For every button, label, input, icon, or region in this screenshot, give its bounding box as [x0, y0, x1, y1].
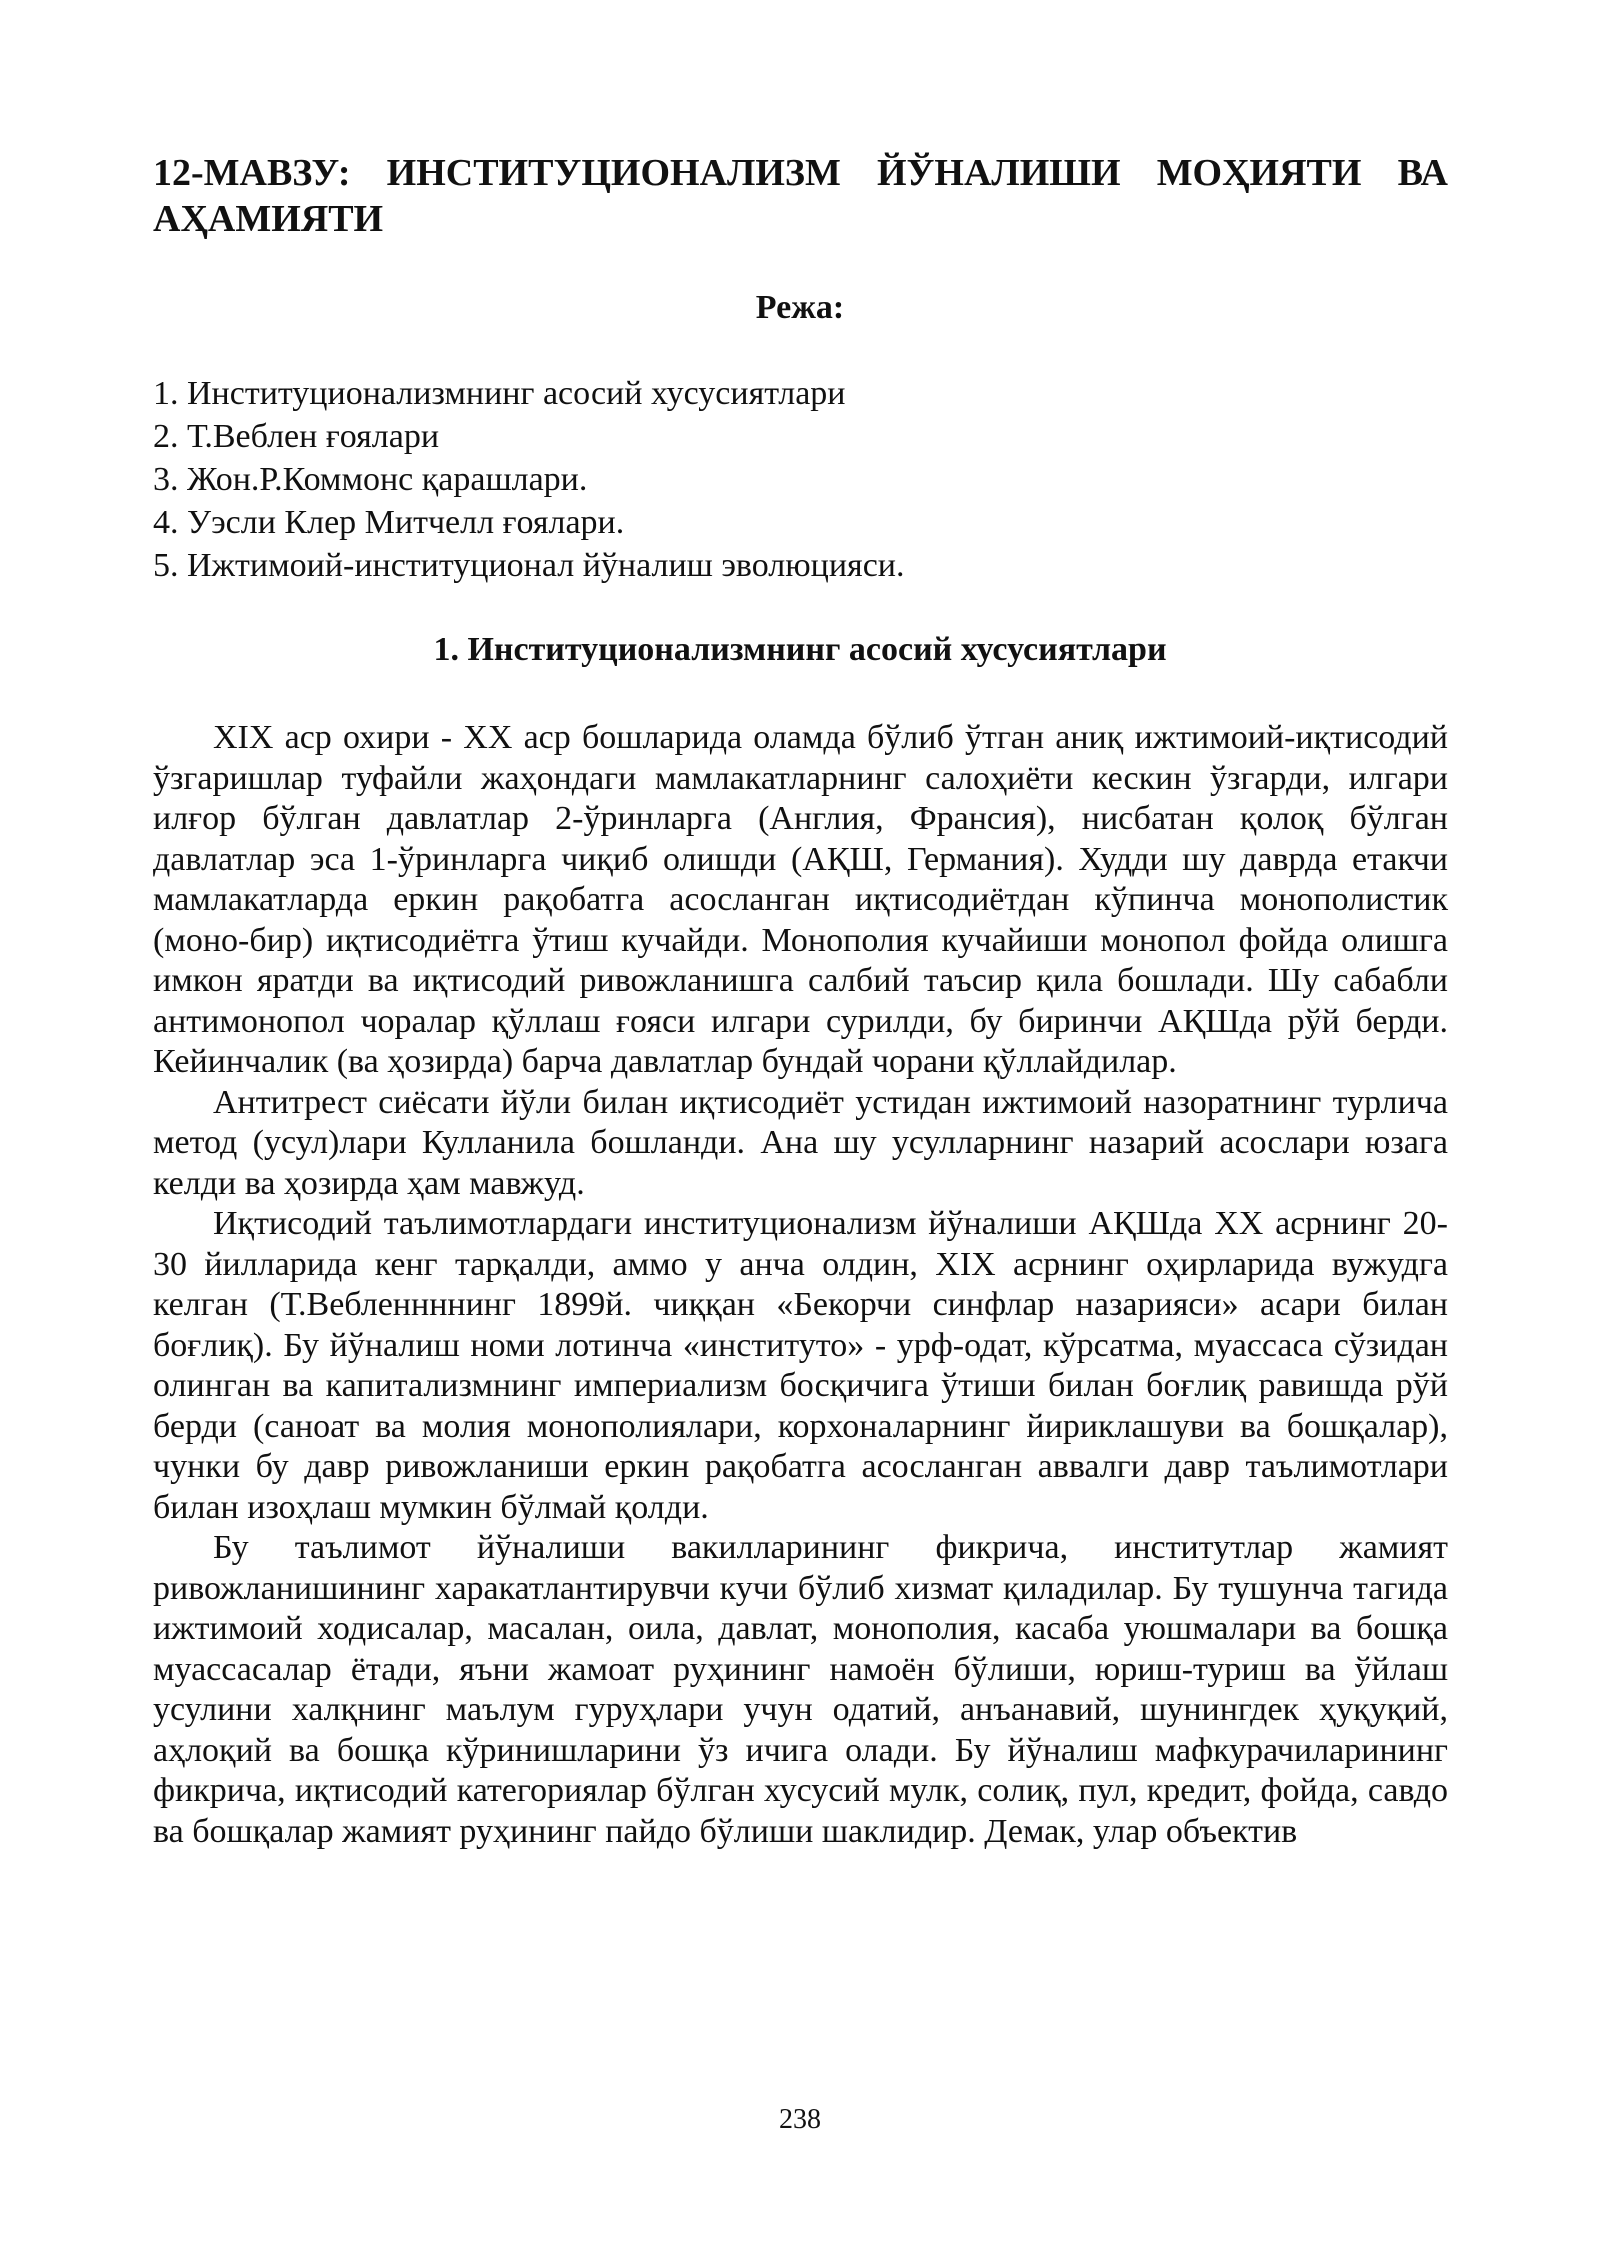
body-paragraph: Антитрест сиёсати йўли билан иқтисодиёт устидан ижтимоий назоратнинг турлича метод (усул)лари Кулланила бошланди. Ана шу усулларнинг назарий асослари юзага келди ва ҳозирда ҳам мавжуд.: [153, 1083, 1448, 1202]
body-paragraph: XIX аср охири - XX аср бошларида оламда бўлиб ўтган аниқ ижтимоий-иқтисодий ўзгаришлар туфайли жаҳондаги мамлакатларнинг салоҳиёти кескин ўзгарди, илгари илғор бўлган давлатлар 2-ўринларга (Англия, Франсия), нисбатан қолоқ бўлган давлатлар эса 1-ўринларга чиқиб олишди (АҚШ, Германия). Худди шу даврда етакчи мамлакатларда еркин рақобатга асосланган иқтисодиётдан кўпинча монополистик (моно-бир) иқтисодиётга ўтиш кучайди. Монополия кучайиши монопол фойда олишга имкон яратди ва иқтисодий ривожланишга салбий таъсир қила бошлади. Шу сабабли антимонопол чоралар қўллаш ғояси илгари сурилди, бу биринчи АҚШда рўй берди. Кейинчалик (ва ҳозирда) барча давлатлар бундай чорани қўллайдилар.: [153, 719, 1448, 1080]
page-title: 12-МАВЗУ: ИНСТИТУЦИОНАЛИЗМ ЙЎНАЛИШИ МОҲИЯТИ ВА АҲАМИЯТИ: [153, 152, 1448, 240]
plan-item: 3. Жон.Р.Коммонс қарашлари.: [153, 461, 588, 498]
section-heading: 1. Институционализмнинг асосий хусусиятлари: [433, 631, 1167, 668]
body-paragraph: Иқтисодий таълимотлардаги институционализм йўналиши АҚШда XX асрнинг 20-30 йилларида кенг тарқалди, аммо у анча олдин, XIX асрнинг оҳирларида вужудга келган (Т.Вебленнннинг 1899й. чиққан «Бекорчи синфлар назарияси» асари билан боғлиқ). Бу йўналиш номи лотинча «институто» - урф-одат, кўрсатма, муассаса сўзидан олинган ва капитализмнинг империализм босқичига ўтиши билан боғлиқ равишда рўй берди (саноат ва молия монополиялари, корхоналарнинг йириклашуви ва бошқалар), чунки бу давр ривожланиши еркин рақобатга асосланган аввалги давр таълимотлари билан изоҳлаш мумкин бўлмай қолди.: [153, 1205, 1448, 1526]
plan-item: 5. Ижтимоий-институционал йўналиш эволюцияси.: [153, 547, 905, 584]
plan-item: 4. Уэсли Клер Митчелл ғоялари.: [153, 504, 625, 541]
page-number: 238: [779, 2104, 821, 2135]
body-paragraph: Бу таълимот йўналиши вакилларининг фикрича, институтлар жамият ривожланишининг харакатлантирувчи кучи бўлиб хизмат қиладилар. Бу тушунча тагида ижтимоий ходисалар, масалан, оила, давлат, монополия, касаба уюшмалари ва бошқа муассасалар ётади, яъни жамоат руҳининг намоён бўлиши, юриш-туриш ва ўйлаш усулини халқнинг маълум гуруҳлари учун одатий, анъанавий, шунингдек ҳуқуқий, аҳлоқий ва бошқа кўринишларини ўз ичига олади. Бу йўналиш мафкурачиларининг фикрича, иқтисодий категориялар бўлган хусусий мулк, солиқ, пул, кредит, фойда, савдо ва бошқалар жамият руҳининг пайдо бўлиши шаклидир. Демак, улар объектив: [153, 1529, 1448, 1850]
plan-item: 1. Институционализмнинг асосий хусусиятлари: [153, 375, 846, 412]
plan-item: 2. Т.Веблен ғоялари: [153, 418, 440, 455]
body-text: [153, 718, 1448, 1852]
plan-heading: Режа:: [755, 289, 845, 326]
plan-list: [153, 372, 1448, 587]
